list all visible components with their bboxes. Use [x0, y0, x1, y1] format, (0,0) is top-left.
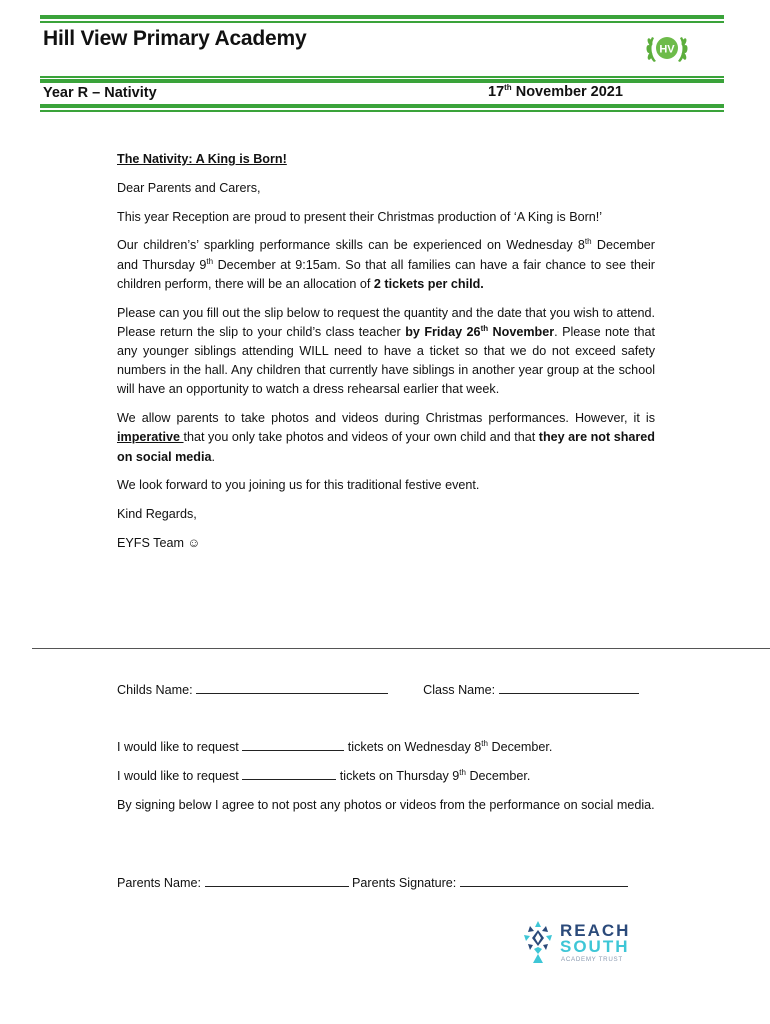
slip-row-thursday: I would like to request tickets on Thursday 9th December. — [117, 767, 531, 783]
consent-text: By signing below I agree to not post any photos or videos from the performance on social media. — [117, 798, 655, 812]
kind-regards: Kind Regards, — [117, 507, 197, 522]
wednesday-tickets-field[interactable] — [242, 737, 344, 751]
salutation: Dear Parents and Carers, — [117, 180, 261, 195]
slip-row-wednesday: I would like to request tickets on Wednesday 8th December. — [117, 738, 553, 754]
header-top-rule-thin — [40, 21, 724, 23]
class-name-field[interactable] — [499, 680, 639, 694]
parents-signature-label: Parents Signature: — [352, 876, 457, 890]
paragraph-intro: This year Reception are proud to present their Christmas production of ‘A King is Born!’ — [117, 209, 603, 224]
class-name-label: Class Name: — [423, 683, 496, 697]
paragraph-slip: Please can you fill out the slip below to request the quantity and the date that you wish to attend. Please return the slip to your child’s class teacher by Friday 26th November. Please note that any younger siblings attending WILL need to have a ticket so that we do not exceed safety numbers in the hall. Any children that currently have siblings in another year group at the school will have an opportunity to watch a dress rehearsal earlier that week. — [117, 305, 655, 397]
childs-name-label: Childs Name: — [117, 683, 193, 697]
year-group-title: Year R – Nativity — [43, 85, 157, 101]
tear-off-divider — [32, 648, 770, 649]
letter-heading: The Nativity: A King is Born! — [117, 152, 287, 166]
thursday-tickets-field[interactable] — [242, 766, 336, 780]
reach-south-logo-icon — [520, 918, 650, 966]
paragraph-closing: We look forward to you joining us for this traditional festive event. — [117, 478, 480, 493]
academy-trust-word: ACADEMY TRUST — [561, 956, 623, 963]
letter-date: 17th November 2021 — [488, 83, 623, 100]
childs-name-field[interactable] — [196, 680, 388, 694]
south-word: SOUTH — [560, 937, 630, 956]
reach-word: REACH — [560, 921, 631, 940]
school-name: Hill View Primary Academy — [43, 27, 307, 50]
parents-signature-field[interactable] — [460, 873, 628, 887]
logo-lettering: HV — [659, 43, 675, 56]
subheader-rule-thin — [40, 110, 724, 112]
parents-name-field[interactable] — [205, 873, 349, 887]
parents-name-label: Parents Name: — [117, 876, 201, 890]
slip-row-parents — [117, 873, 657, 893]
paragraph-photos: We allow parents to take photos and videos during Christmas performances. However, it is imperative that you only take photos and videos of your own child and that they are not shared on social media. — [117, 411, 655, 464]
request-label-thursday: I would like to request — [117, 769, 239, 783]
header-top-rule-thick — [40, 15, 724, 19]
header-bottom-rule-thin — [40, 76, 724, 78]
signoff: EYFS Team ☺ — [117, 536, 201, 550]
school-logo-icon — [644, 28, 690, 68]
header-bottom-rule-thick — [40, 79, 724, 83]
paragraph-dates: Our children’s’ sparkling performance skills can be experienced on Wednesday 8th December and Thursday 9th December at 9:15am. So that all families can have a fair chance to see their children perform, there will be an allocation of 2 tickets per child. — [117, 237, 655, 291]
subheader-rule-thick — [40, 104, 724, 108]
request-label-wednesday: I would like to request — [117, 740, 239, 754]
snowflake-icon — [524, 921, 552, 963]
slip-row-names — [117, 680, 657, 700]
letter-body — [117, 150, 655, 563]
